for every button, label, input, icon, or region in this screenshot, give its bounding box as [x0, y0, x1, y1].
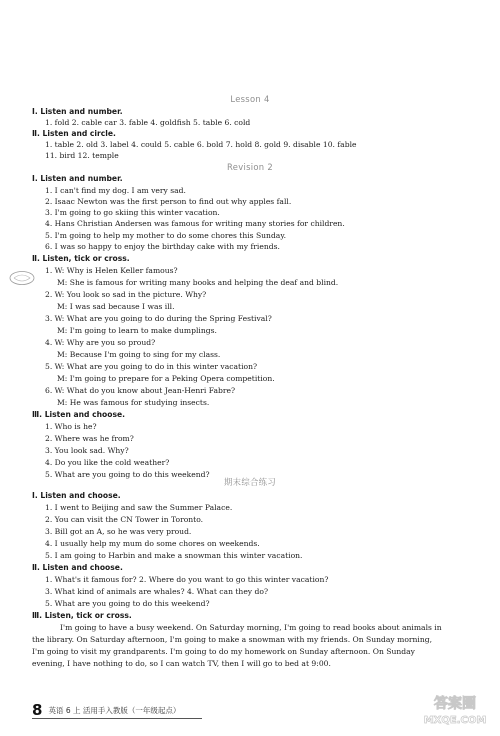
list-item: 4. I usually help my mum do some chores on weekends. [45, 539, 260, 548]
list-item: 1. I went to Beijing and saw the Summer Palace. [45, 503, 233, 512]
watermark-logo [420, 690, 490, 728]
dialogue-line: 1. W: Why is Helen Keller famous? [45, 266, 178, 275]
list-item: 3. What kind of animals are whales? 4. What can they do? [45, 587, 269, 596]
dialogue-line: M: I'm going to learn to make dumplings. [57, 326, 217, 335]
list-item: 4. Hans Christian Andersen was famous for writing many stories for children. [45, 219, 345, 228]
dialogue-line: M: Because I'm going to sing for my class. [57, 350, 221, 359]
list-item: 3. Bill got an A, so he was very proud. [45, 527, 192, 536]
dialogue-line: M: I was sad because I was ill. [57, 302, 175, 311]
list-item: 5. I'm going to help my mother to do some chores this Sunday. [45, 231, 287, 240]
dialogue-line: 4. W: Why are you so proud? [45, 338, 156, 347]
paragraph-line: I'm going to have a busy weekend. On Saturday morning, I'm going to read books about animals in [60, 623, 442, 632]
dialogue-line: M: He was famous for studying insects. [57, 398, 210, 407]
revision2-part1-title: Ⅰ. Listen and number. [32, 174, 123, 183]
dialogue-line: 6. W: What do you know about Jean-Henri Fabre? [45, 386, 236, 395]
list-item: 6. I was so happy to enjoy the birthday cake with my friends. [45, 242, 280, 251]
list-item: 5. I am going to Harbin and make a snowman this winter vacation. [45, 551, 303, 560]
lesson4-part1-title: Ⅰ. Listen and number. [32, 107, 123, 116]
dialogue-line: 3. W: What are you going to do during the Spring Festival? [45, 314, 272, 323]
dialogue-line: M: I'm going to prepare for a Peking Opera competition. [57, 374, 275, 383]
list-item: 3. You look sad. Why? [45, 446, 129, 455]
page-number: 8 [32, 701, 43, 719]
list-item: 1. I can't find my dog. I am very sad. [45, 186, 186, 195]
list-item: 2. Where was he from? [45, 434, 134, 443]
final-heading: 期末综合练习 [223, 477, 277, 487]
stamp-icon [8, 270, 36, 286]
page-footer [32, 703, 180, 718]
list-item: 4. Do you like the cold weather? [45, 458, 170, 467]
revision2-heading: Revision 2 [227, 162, 273, 172]
lesson4-part2-answers-a: 1. table 2. old 3. label 4. could 5. cable 6. bold 7. hold 8. gold 9. disable 10. fable [45, 140, 357, 149]
list-item: 5. What are you going to do this weekend? [45, 599, 210, 608]
lesson4-part2-answers-b: 11. bird 12. temple [45, 151, 119, 160]
list-item: 3. I'm going to go skiing this winter vacation. [45, 208, 220, 217]
list-item: 1. What's it famous for? 2. Where do you want to go this winter vacation? [45, 575, 329, 584]
final-part2-title: Ⅱ. Listen and choose. [32, 563, 123, 572]
list-item: 2. Isaac Newton was the first person to find out why apples fall. [45, 197, 292, 206]
watermark-text: 答案圈 [434, 696, 476, 712]
lesson4-part1-answers: 1. fold 2. cable car 3. fable 4. goldfish 5. table 6. cold [45, 118, 251, 127]
footer-divider [32, 718, 202, 719]
final-part1-title: Ⅰ. Listen and choose. [32, 491, 121, 500]
dialogue-line: 2. W: You look so sad in the picture. Why? [45, 290, 207, 299]
dialogue-line: 5. W: What are you going to do in this winter vacation? [45, 362, 258, 371]
revision2-part3-title: Ⅲ. Listen and choose. [32, 410, 126, 419]
revision2-part2-title: Ⅱ. Listen, tick or cross. [32, 254, 130, 263]
book-title: 英语 6 上 活用手入教版（一年级起点） [48, 706, 181, 715]
paragraph-line: evening, I have nothing to do, so I can watch TV, then I will go to bed at 9:00. [32, 659, 331, 668]
list-item: 5. What are you going to do this weekend? [45, 470, 210, 479]
watermark-url: MXQE.COM [423, 715, 487, 726]
list-item: 2. You can visit the CN Tower in Toronto. [45, 515, 204, 524]
list-item: 1. Who is he? [45, 422, 97, 431]
paragraph-line: I'm going to visit my grandparents. I'm going to do my homework on Sunday afternoon. On Sunday [32, 647, 415, 656]
lesson4-heading: Lesson 4 [230, 94, 270, 104]
dialogue-line: M: She is famous for writing many books and helping the deaf and blind. [57, 278, 339, 287]
lesson4-part2-title: Ⅱ. Listen and circle. [32, 129, 116, 138]
paragraph-line: the library. On Saturday afternoon, I'm going to make a snowman with my friends. On Sunday morning, [32, 635, 433, 644]
final-part3-title: Ⅲ. Listen, tick or cross. [32, 611, 132, 620]
